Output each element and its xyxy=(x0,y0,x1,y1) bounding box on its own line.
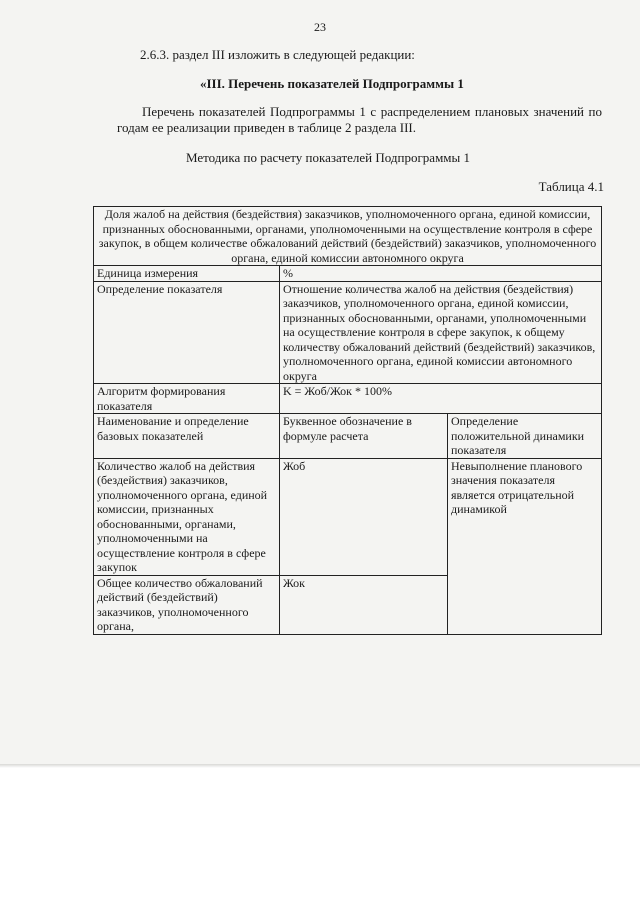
base-indicator-name: Количество жалоб на действия (бездействия) заказчиков, уполномоченного органа, единой комиссии, признанных обоснованными, органами, уполномоченными на осуществление контроля в сфере закупок xyxy=(94,458,280,575)
unit-label: Единица измерения xyxy=(94,266,280,282)
table-row xyxy=(94,281,602,384)
section-heading: «III. Перечень показателей Подпрограммы 1 xyxy=(200,76,464,91)
header-symbol: Буквенное обозначение в формуле расчета xyxy=(280,414,448,459)
indicator-table xyxy=(93,206,602,635)
algorithm-value: K = Жоб/Жок * 100% xyxy=(280,384,602,414)
base-indicator-symbol: Жок xyxy=(280,575,448,634)
header-name: Наименование и определение базовых показателей xyxy=(94,414,280,459)
indicator-title: Доля жалоб на действия (бездействия) заказчиков, уполномоченного органа, единой комиссии, признанных обоснованными, органами, уполномоченными на осуществление контроля в сфере закупок, в общем количестве обжалований действий (бездействий) заказчиков, уполномоченного органа, единой комиссии автономного округа xyxy=(94,207,602,266)
intro-line: 2.6.3. раздел III изложить в следующей редакции: xyxy=(140,47,415,62)
unit-value: % xyxy=(280,266,602,282)
table-row xyxy=(94,207,602,266)
base-indicator-name: Общее количество обжалований действий (бездействий) заказчиков, уполномоченного органа, xyxy=(94,575,280,634)
table-header-row xyxy=(94,414,602,459)
definition-value: Отношение количества жалоб на действия (бездействия) заказчиков, уполномоченного органа, единой комиссии, признанных обоснованными, органами, уполномоченными на осуществление контроля в сфере закупок, к общему количеству обжалований действий (бездействий) заказчиков, уполномоченного органа, единой комиссии автономного округа xyxy=(280,281,602,384)
table-row xyxy=(94,266,602,282)
table-row xyxy=(94,384,602,414)
page-edge xyxy=(0,764,640,768)
positive-dynamics: Невыполнение планового значения показателя является отрицательной динамикой xyxy=(448,458,602,634)
definition-label: Определение показателя xyxy=(94,281,280,384)
header-dynamics: Определение положительной динамики показателя xyxy=(448,414,602,459)
method-title: Методика по расчету показателей Подпрограммы 1 xyxy=(186,150,471,165)
table-row xyxy=(94,458,602,575)
page-number: 23 xyxy=(314,20,326,34)
algorithm-label: Алгоритм формирования показателя xyxy=(94,384,280,414)
intro-paragraph: Перечень показателей Подпрограммы 1 с распределением плановых значений по годам ее реализации приведен в таблице 2 раздела III. xyxy=(117,104,602,135)
table-label: Таблица 4.1 xyxy=(538,179,604,194)
base-indicator-symbol: Жоб xyxy=(280,458,448,575)
